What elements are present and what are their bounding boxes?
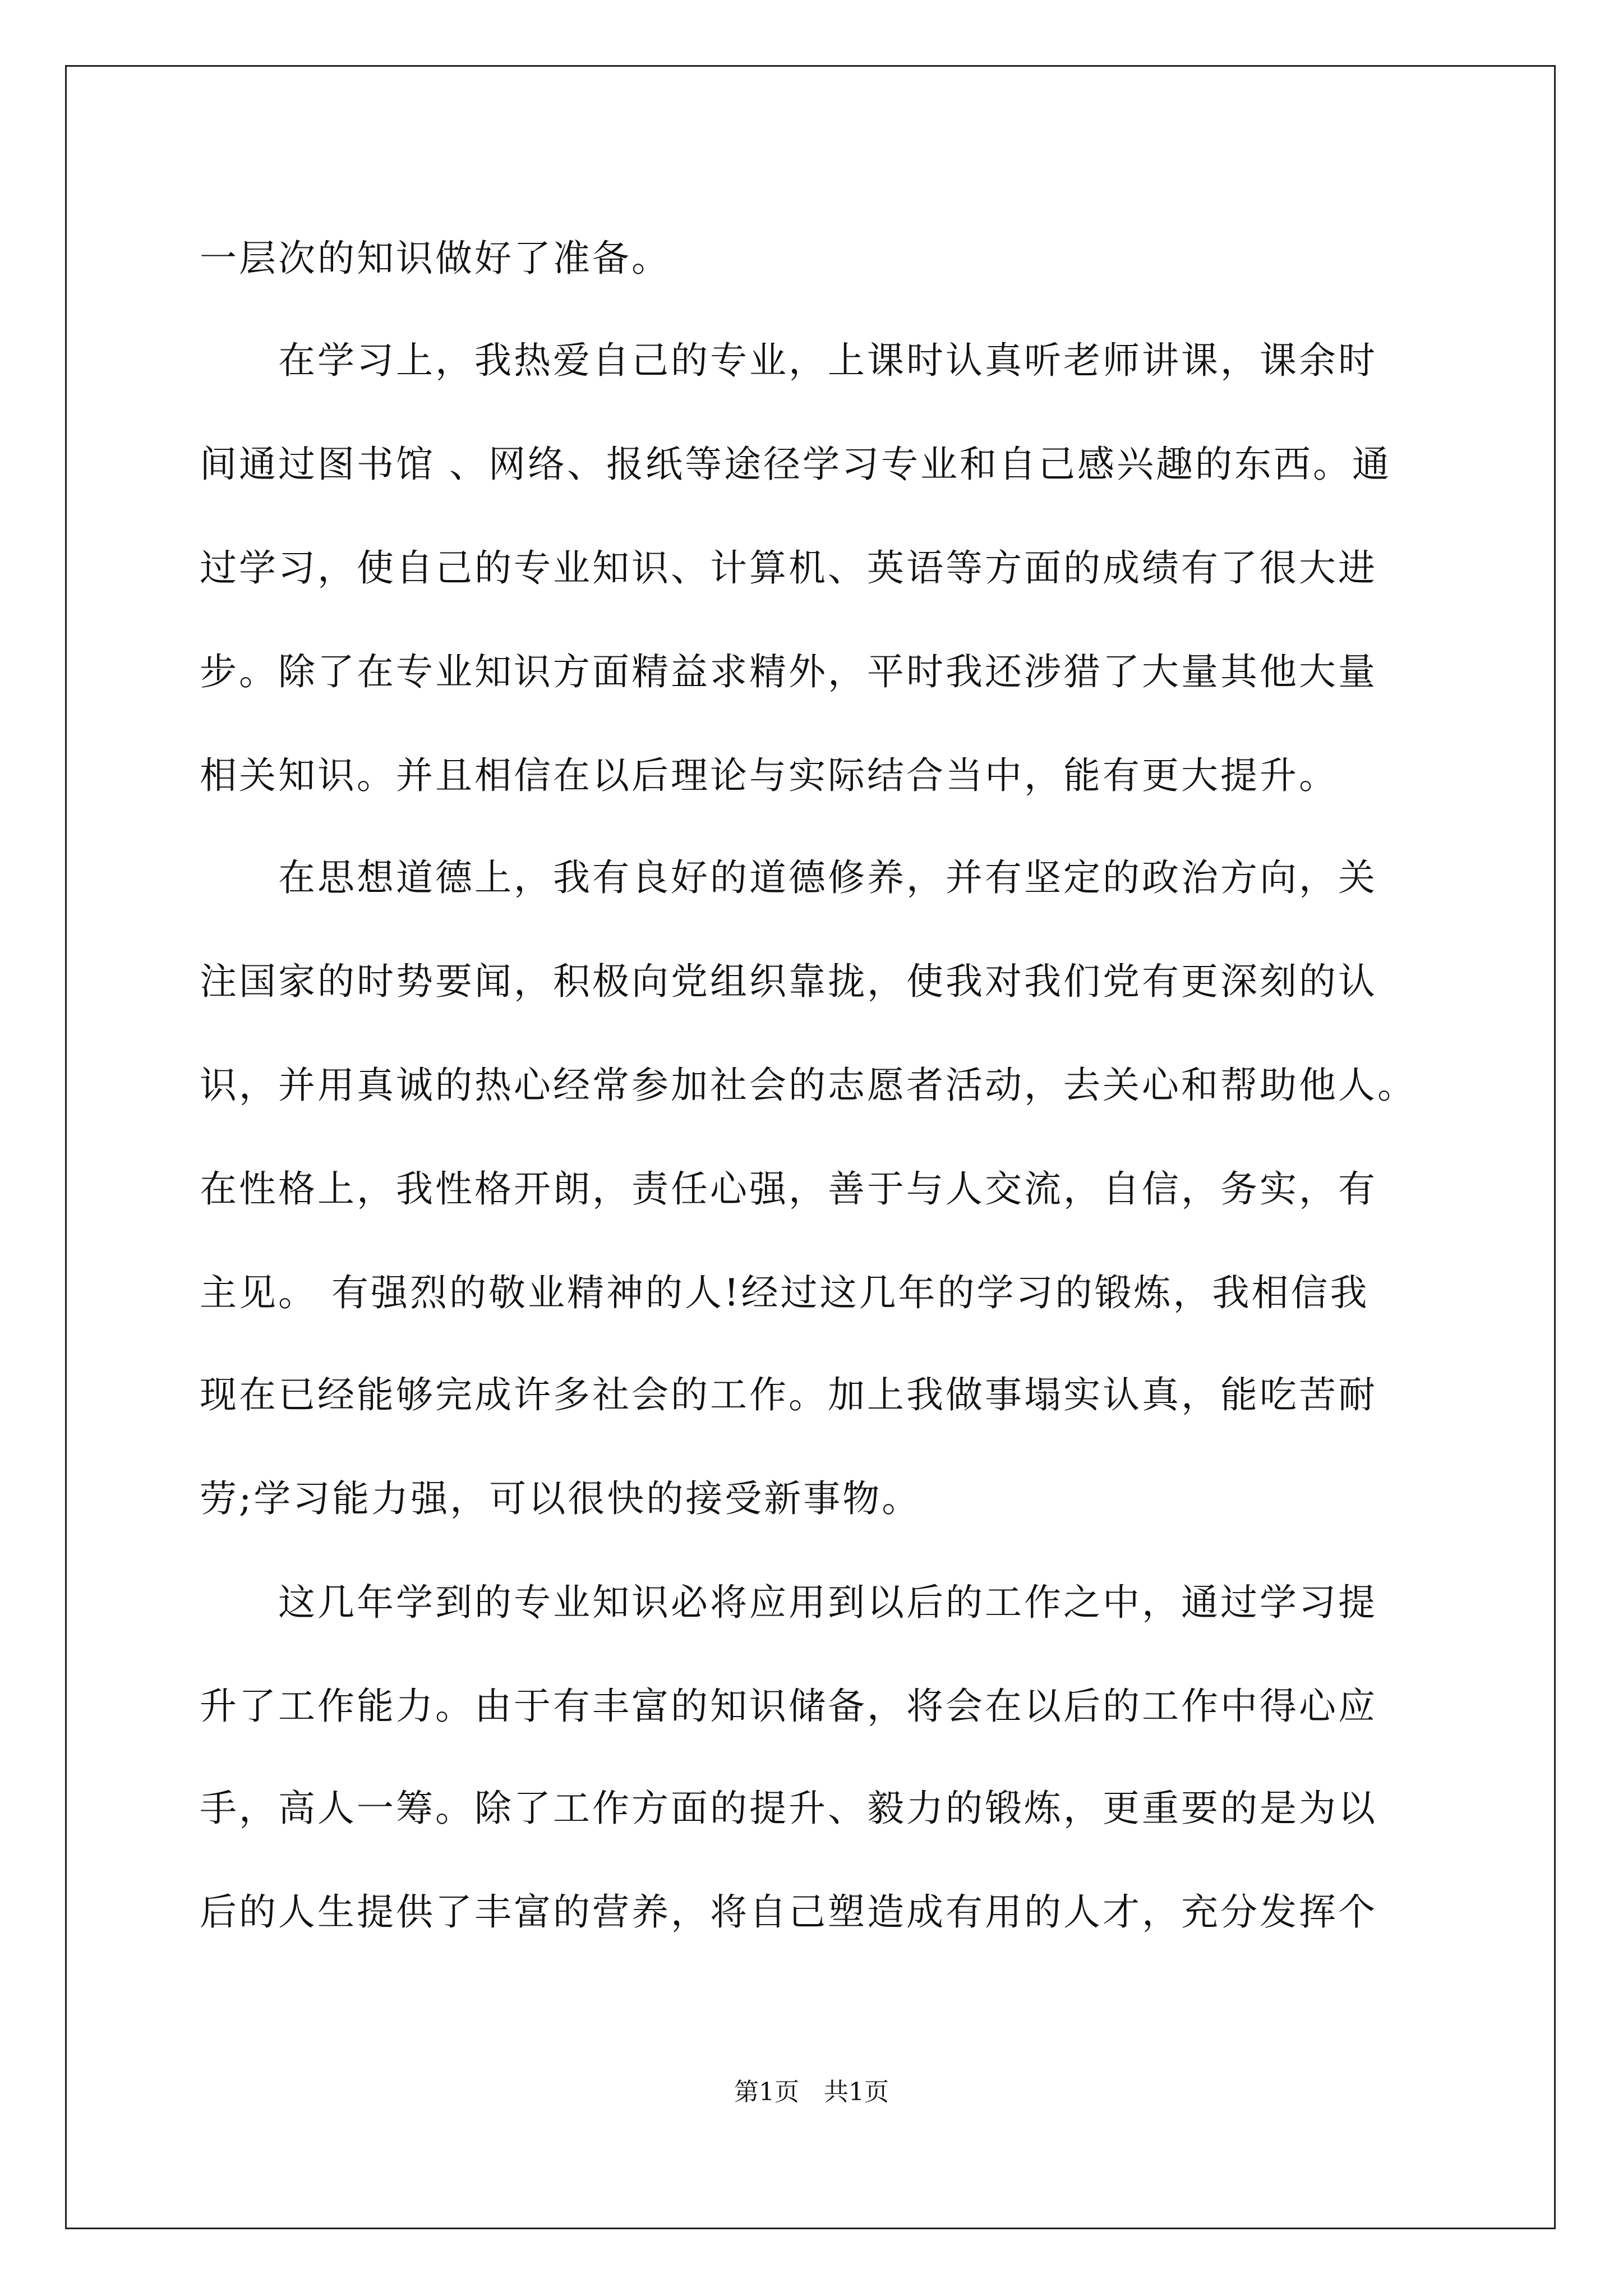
document-line: 升了工作能力。由于有丰富的知识储备，将会在以后的工作中得心应: [200, 1685, 1377, 1728]
document-line: 过学习，使自己的专业知识、计算机、英语等方面的成绩有了很大进: [200, 546, 1377, 590]
document-line: 一层次的知识做好了准备。: [200, 237, 671, 280]
document-line: 步。除了在专业知识方面精益求精外，平时我还涉猎了大量其他大量: [200, 650, 1377, 693]
document-line: 主见。 有强烈的敬业精神的人!经过这几年的学习的锻炼，我相信我: [200, 1271, 1370, 1314]
document-line: 后的人生提供了丰富的营养，将自己塑造成有用的人才，充分发挥个: [200, 1890, 1377, 1934]
document-line: 相关知识。并且相信在以后理论与实际结合当中，能有更大提升。: [200, 754, 1338, 797]
document-line: 识，并用真诚的热心经常参加社会的志愿者活动，去关心和帮助他人。: [200, 1064, 1417, 1107]
document-line: 间通过图书馆 、网络、报纸等途径学习专业和自己感兴趣的东西。通: [200, 443, 1391, 486]
document-line: 手，高人一筹。除了工作方面的提升、毅力的锻炼，更重要的是为以: [200, 1787, 1377, 1830]
document-line: 劳;学习能力强，可以很快的接受新事物。: [200, 1477, 921, 1520]
document-line: 在性格上，我性格开朗，责任心强，善于与人交流，自信，务实，有: [200, 1167, 1377, 1211]
document-line: 在思想道德上，我有良好的道德修养，并有坚定的政治方向，关: [200, 856, 1377, 899]
document-line: 现在已经能够完成许多社会的工作。加上我做事塌实认真，能吃苦耐: [200, 1373, 1377, 1416]
document-line: 这几年学到的专业知识必将应用到以后的工作之中，通过学习提: [200, 1581, 1377, 1624]
document-line: 在学习上，我热爱自己的专业，上课时认真听老师讲课，课余时: [200, 339, 1377, 382]
document-line: 注国家的时势要闻，积极向党组织靠拢，使我对我们党有更深刻的认: [200, 960, 1377, 1003]
page-number-footer: 第1页 共1页: [734, 2078, 889, 2106]
